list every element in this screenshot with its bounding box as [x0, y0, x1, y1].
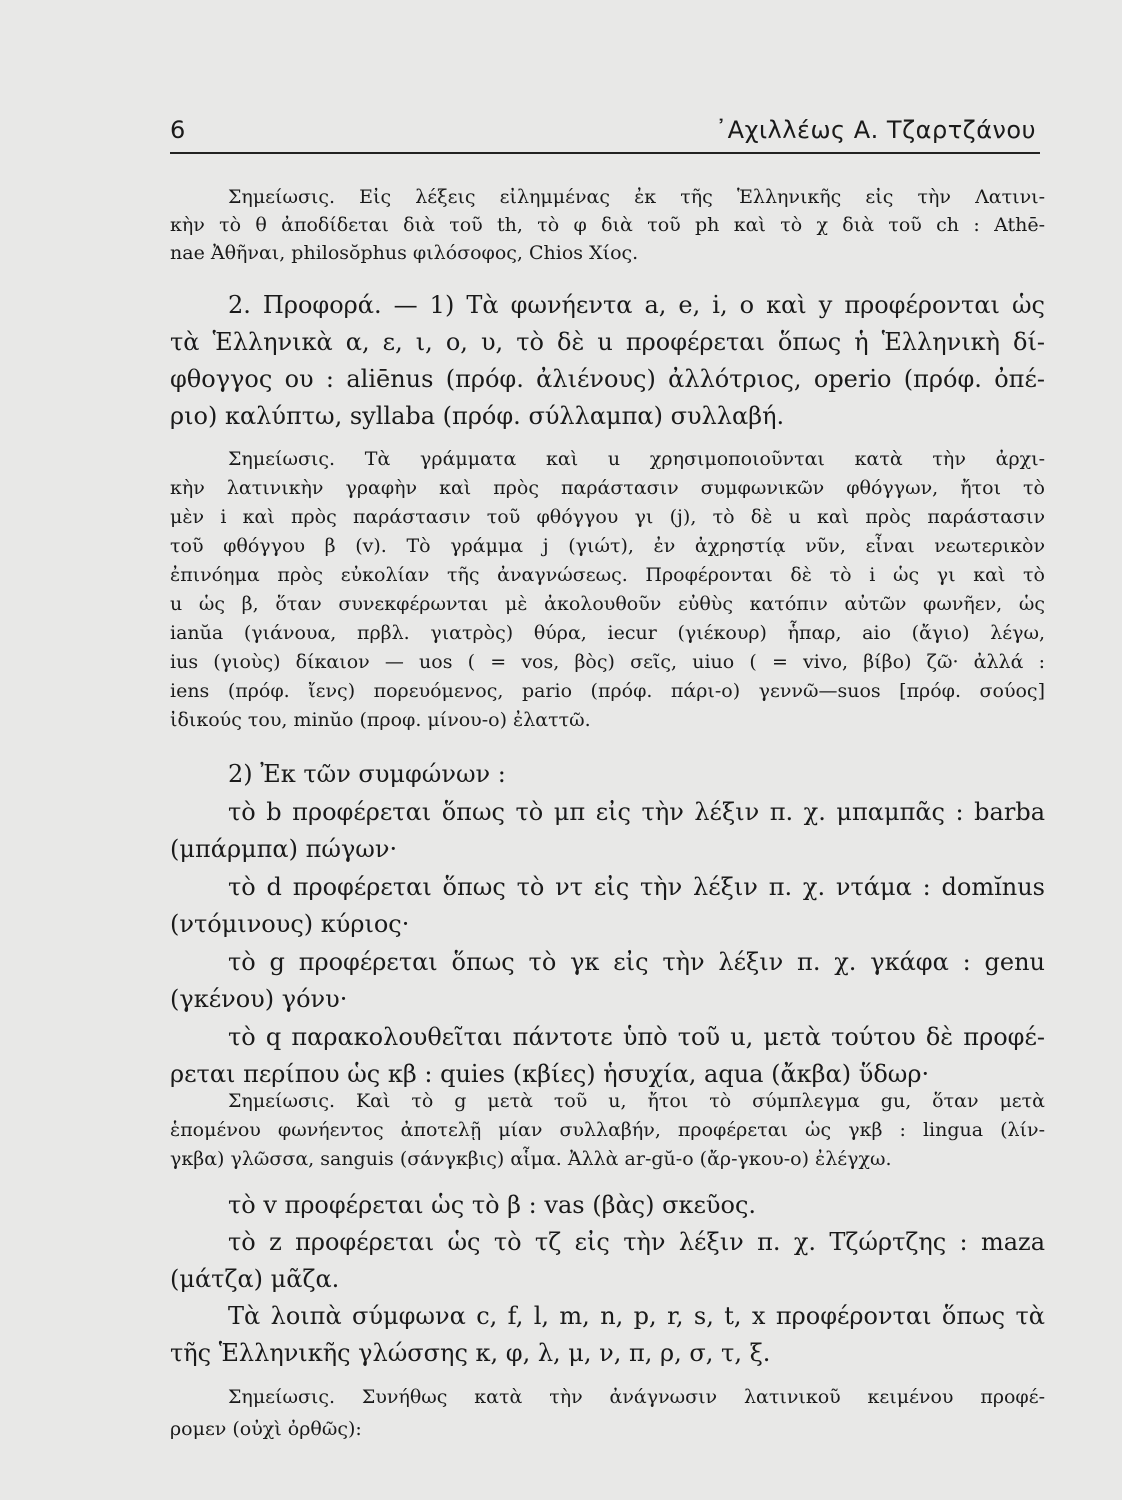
note-greek-transliteration: [170, 183, 1045, 267]
note-reading: [170, 1381, 1045, 1445]
consonant-q-line: τὸ q παρακολουθεῖται πάντοτε ὑπὸ τοῦ u, μετὰ τούτου δὲ προφέ-: [228, 1022, 1045, 1051]
note-line: ianŭa (γιάνουα, πρβλ. γιατρὸς) θύρα, iecur (γιέκουρ) ἧπαρ, aio (ἄγιο) λέγω,: [170, 622, 1045, 644]
section-consonants: [170, 756, 1045, 1094]
section-line: τὰ Ἑλληνικὰ α, ε, ι, ο, υ, τὸ δὲ u προφέρεται ὅπως ἡ Ἑλληνικὴ δί-: [170, 328, 1045, 356]
note-line: nae Ἀθῆναι, philosŏphus φιλόσοφος, Chios Χίος.: [170, 242, 639, 264]
note-line: ρομεν (οὐχὶ ὀρθῶς):: [170, 1418, 362, 1440]
consonant-q-line: ρεται περίπου ὡς κβ : quies (κβίες) ἡσυχία, aqua (ἄκβα) ὕδωρ·: [170, 1060, 930, 1088]
note-gu-cluster: [170, 1087, 1045, 1174]
note-consonantal-iu: [170, 445, 1045, 735]
note-line: μὲν i καὶ πρὸς παράστασιν τοῦ φθόγγου γι (j), τὸ δὲ u καὶ πρὸς παράστασιν: [170, 506, 1045, 528]
section-consonants-2: [170, 1187, 1045, 1372]
consonant-g-line: τὸ g προφέρεται ὅπως τὸ γκ εἰς τὴν λέξιν π. χ. γκάφα : genu: [228, 947, 1045, 976]
consonant-g-line: (γκένου) γόνυ·: [170, 985, 348, 1013]
note-line: ἐπινόημα πρὸς εὐκολίαν τῆς ἀναγνώσεως. Προφέρονται δὲ τὸ i ὡς γι καὶ τὸ: [170, 564, 1045, 586]
consonant-b-line: (μπάρμπα) πώγων·: [170, 835, 398, 863]
note-line: ἑπομένου φωνήεντος ἀποτελῇ μίαν συλλαβήν, προφέρεται ὡς γκβ : lingua (λίν-: [170, 1119, 1045, 1141]
note-line: Σημείωσις. Τὰ γράμματα καὶ u χρησιμοποιοῦνται κατὰ τὴν ἀρχι-: [228, 448, 1045, 470]
note-line: u ὡς β, ὅταν συνεκφέρωνται μὲ ἀκολουθοῦν εὐθὺς κατόπιν αὐτῶν φωνῆεν, ὡς: [170, 593, 1045, 615]
note-line: τοῦ φθόγγου β (v). Τὸ γράμμα j (γιώτ), ἐν ἀχρηστίᾳ νῦν, εἶναι νεωτερικὸν: [170, 535, 1045, 557]
consonant-z-line: (μάτζα) μᾶζα.: [170, 1265, 340, 1293]
section-pronunciation: [170, 287, 1045, 435]
consonant-z-line: τὸ z προφέρεται ὡς τὸ τζ εἰς τὴν λέξιν π. χ. Τζώρτζης : maza: [228, 1228, 1045, 1256]
note-line: κὴν λατινικὴν γραφὴν καὶ πρὸς παράστασιν συμφωνικῶν φθόγγων, ἤτοι τὸ: [170, 477, 1045, 499]
note-line: ἰδικούς του, minŭo (προφ. μίνου-ο) ἐλαττῶ.: [170, 709, 591, 731]
other-consonants-line: Τὰ λοιπὰ σύμφωνα c, f, l, m, n, p, r, s, t, x προφέρονται ὅπως τὰ: [228, 1302, 1045, 1330]
section-line: φθογγος ου : aliēnus (πρόφ. ἀλιένους) ἀλλότριος, operio (πρόφ. ὀπέ-: [170, 365, 1045, 393]
note-line: Σημείωσις. Καὶ τὸ g μετὰ τοῦ u, ἤτοι τὸ σύμπλεγμα gu, ὅταν μετὰ: [228, 1090, 1045, 1112]
consonant-v-line: τὸ v προφέρεται ὡς τὸ β : vas (βὰς) σκεῦος.: [228, 1191, 757, 1219]
consonant-d-line: τὸ d προφέρεται ὅπως τὸ ντ εἰς τὴν λέξιν π. χ. ντάμα : domĭnus: [228, 872, 1045, 901]
note-line: ius (γιοὺς) δίκαιον — uos ( = vos, βὸς) σεῖς, uiuo ( = vivo, βίβο) ζῶ· ἀλλά :: [170, 651, 1045, 673]
note-line: Σημείωσις. Εἰς λέξεις εἰλημμένας ἐκ τῆς Ἑλληνικῆς εἰς τὴν Λατινι-: [228, 186, 1045, 208]
note-line: Σημείωσις. Συνήθως κατὰ τὴν ἀνάγνωσιν λατινικοῦ κειμένου προφέ-: [228, 1386, 1045, 1408]
section-line: ριο) καλύπτω, syllaba (πρόφ. σύλλαμπα) συλλαβή.: [170, 402, 785, 430]
consonants-intro: 2) Ἐκ τῶν συμφώνων :: [228, 760, 506, 788]
running-head: ᾽Αχιλλέως Α. Τζαρτζάνου: [715, 116, 1036, 144]
note-line: κὴν τὸ θ ἀποδίδεται διὰ τοῦ th, τὸ φ διὰ τοῦ ph καὶ τὸ χ διὰ τοῦ ch : Athē-: [170, 214, 1045, 236]
note-line: γκβα) γλῶσσα, sanguis (σάνγκβις) αἷμα. Ἀλλὰ ar-gŭ-o (ἄρ-γκου-ο) ἐλέγχω.: [170, 1148, 892, 1170]
section-line: 2. Προφορά. — 1) Τὰ φωνήεντα a, e, i, o καὶ y προφέρονται ὡς: [228, 291, 1045, 319]
consonant-d-line: (ντόμινους) κύριος·: [170, 910, 410, 938]
page-header: [170, 112, 1040, 154]
page-number: 6: [170, 116, 186, 144]
consonant-b-line: τὸ b προφέρεται ὅπως τὸ μπ εἰς τὴν λέξιν π. χ. μπαμπᾶς : barba: [228, 797, 1045, 826]
other-consonants-line: τῆς Ἑλληνικῆς γλώσσης κ, φ, λ, μ, ν, π, ρ, σ, τ, ξ.: [170, 1339, 771, 1367]
note-line: iens (πρόφ. ἴενς) πορευόμενος, pario (πρόφ. πάρι-ο) γεννῶ—suos [πρόφ. σούος]: [170, 680, 1045, 702]
